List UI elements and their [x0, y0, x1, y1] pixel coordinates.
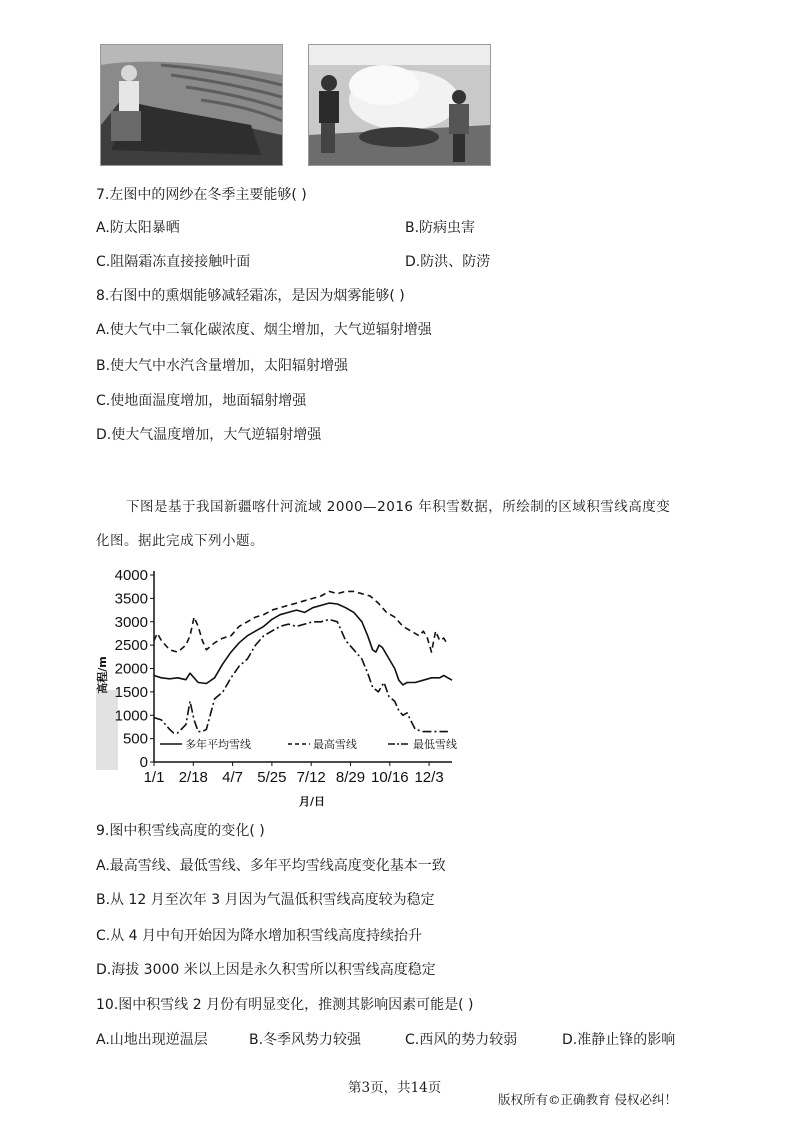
intro-line-2: 化图。据此完成下列小题。 — [96, 533, 264, 549]
q10-option-c: C.西风的势力较弱 — [405, 1032, 518, 1048]
x-tick-label: 4/7 — [222, 769, 244, 786]
q9-option-a: A.最高雪线、最低雪线、多年平均雪线高度变化基本一致 — [96, 858, 446, 874]
x-tick-label: 12/3 — [414, 769, 444, 786]
q9-option-d: D.海拔 3000 米以上因是永久积雪所以积雪线高度稳定 — [96, 962, 436, 978]
q8-option-b: B.使大气中水汽含量增加，太阳辐射增强 — [96, 358, 349, 374]
q9-option-c: C.从 4 月中旬开始因为降水增加积雪线高度持续抬升 — [96, 928, 423, 944]
q7-option-d: D.防洪、防涝 — [405, 254, 491, 270]
y-tick-label: 3000 — [114, 613, 148, 631]
x-tick-label: 1/1 — [143, 769, 165, 786]
y-tick-label: 4000 — [114, 567, 148, 584]
x-tick-label: 5/25 — [257, 769, 287, 786]
q9-stem: 9.图中积雪线高度的变化( ) — [96, 823, 265, 839]
y-tick-label: 500 — [122, 730, 148, 748]
snowline-chart — [96, 560, 466, 810]
q9-option-b: B.从 12 月至次年 3 月因为气温低积雪线高度较为稳定 — [96, 892, 435, 908]
x-tick-label: 7/12 — [296, 769, 326, 786]
q10-stem: 10.图中积雪线 2 月份有明显变化，推测其影响因素可能是( ) — [96, 997, 474, 1013]
q7-stem: 7.左图中的网纱在冬季主要能够( ) — [96, 187, 307, 203]
intro-line-1: 下图是基于我国新疆喀什河流域 2000—2016 年积雪数据，所绘制的区域积雪线高度变 — [126, 499, 671, 515]
legend-label: 最低雪线 — [413, 738, 457, 751]
q7-option-c: C.阻隔霜冻直接接触叶面 — [96, 254, 251, 270]
q7-option-b: B.防病虫害 — [405, 220, 476, 236]
photo-smoke — [308, 44, 491, 166]
series-line-highest — [154, 591, 448, 652]
y-tick-label: 3500 — [114, 590, 148, 608]
q8-option-c: C.使地面温度增加，地面辐射增强 — [96, 393, 307, 409]
x-axis-label: 月/日 — [298, 795, 326, 808]
legend-label: 最高雪线 — [313, 738, 357, 751]
y-tick-label: 1000 — [114, 707, 148, 725]
y-tick-label: 0 — [139, 754, 148, 771]
copyright-notice: 版权所有©正确教育 侵权必纠！ — [498, 1092, 677, 1107]
x-tick-label: 10/16 — [371, 769, 409, 786]
series-line-average — [154, 603, 452, 685]
q8-option-a: A.使大气中二氧化碳浓度、烟尘增加，大气逆辐射增强 — [96, 322, 432, 338]
legend-label: 多年平均雪线 — [185, 738, 251, 751]
y-tick-label: 1500 — [114, 683, 148, 701]
q10-option-a: A.山地出现逆温层 — [96, 1032, 208, 1048]
series-line-lowest — [154, 619, 448, 733]
x-tick-label: 8/29 — [335, 769, 366, 786]
x-tick-label: 2/18 — [178, 769, 208, 786]
y-tick-label: 2500 — [114, 637, 148, 655]
q10-option-b: B.冬季风势力较强 — [249, 1032, 362, 1048]
y-tick-label: 2000 — [114, 660, 148, 678]
q7-option-a: A.防太阳暴晒 — [96, 220, 180, 236]
y-axis-label: 高程/m — [96, 656, 109, 694]
q8-option-d: D.使大气温度增加，大气逆辐射增强 — [96, 427, 322, 443]
scan-shading — [96, 690, 118, 770]
q8-stem: 8.右图中的熏烟能够减轻霜冻，是因为烟雾能够( ) — [96, 288, 405, 304]
page-number: 第3页，共14页 — [348, 1080, 442, 1096]
q10-option-d: D.准静止锋的影响 — [562, 1032, 676, 1048]
photo-tea-net — [100, 44, 283, 166]
